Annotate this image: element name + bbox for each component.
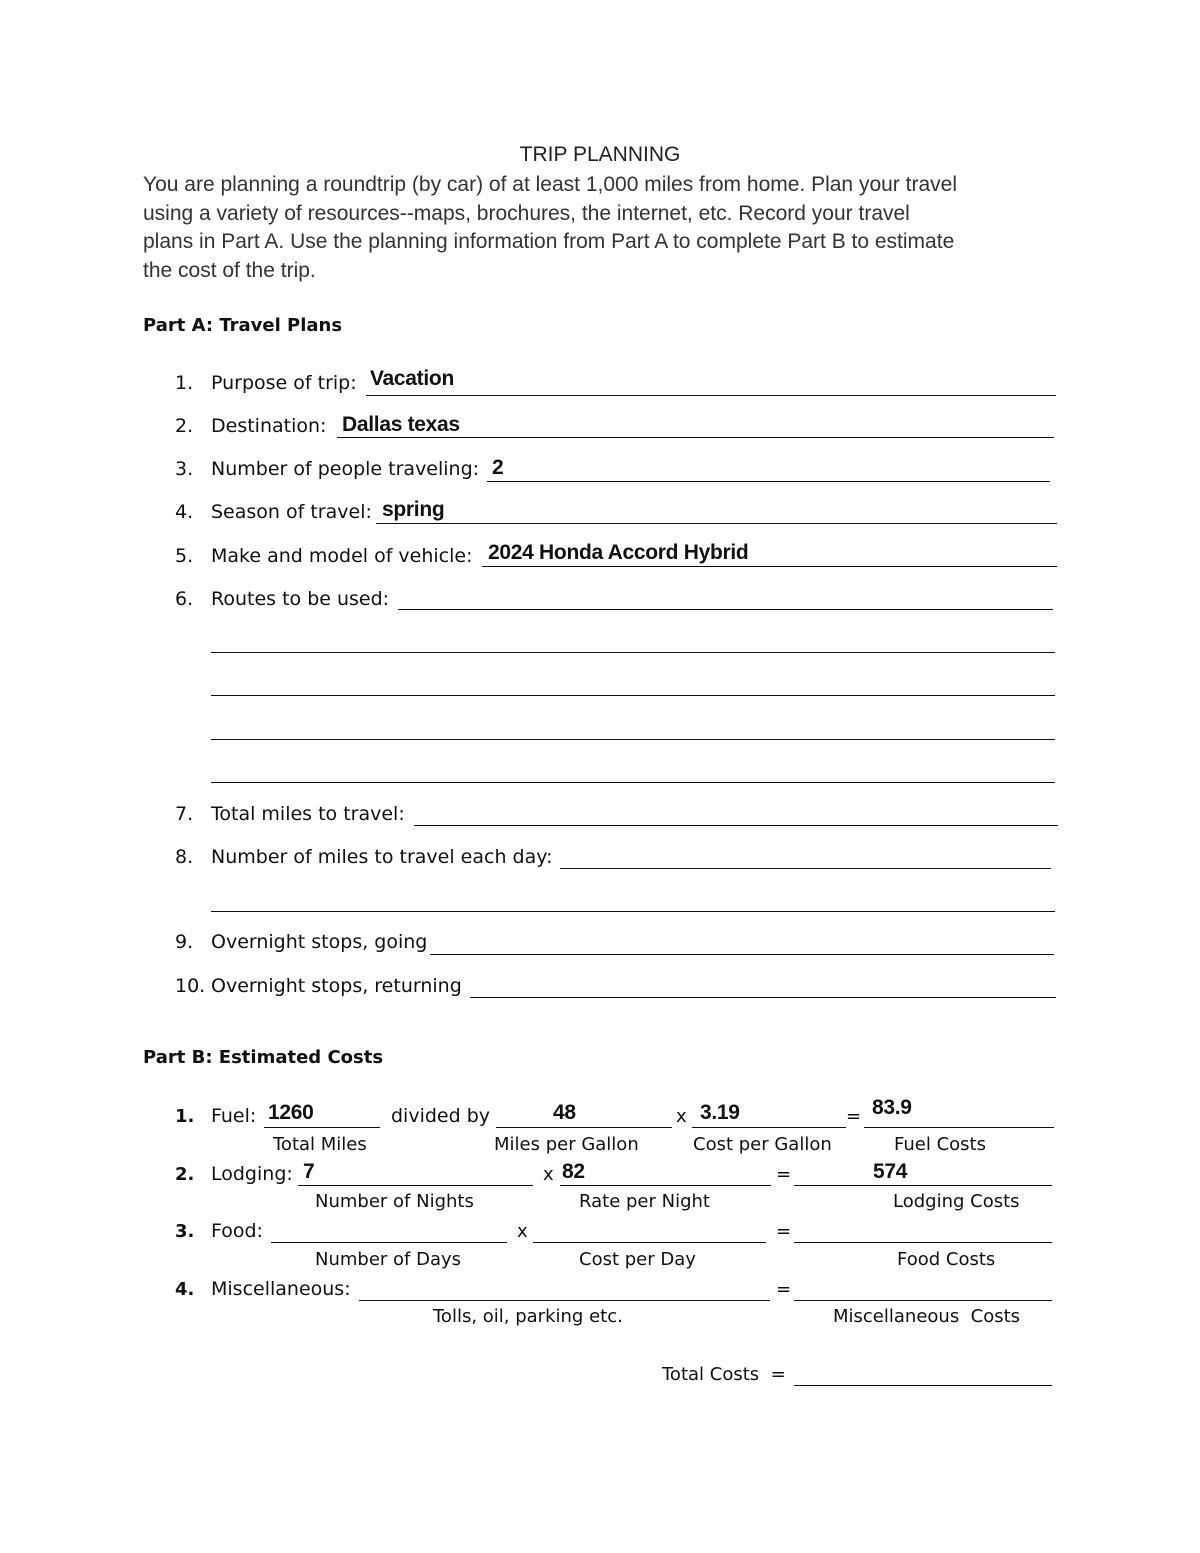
- caption-cost-per-gallon: Cost per Gallon: [693, 1134, 832, 1155]
- total-miles-label: Total miles to travel:: [211, 803, 405, 825]
- misc-line[interactable]: [359, 1300, 770, 1301]
- food-label: Food:: [211, 1220, 263, 1242]
- food-days-line[interactable]: [271, 1242, 507, 1243]
- fuel-number: 1.: [175, 1106, 195, 1127]
- season-value[interactable]: spring: [382, 498, 445, 521]
- times-operator: x: [676, 1106, 687, 1127]
- misc-label: Miscellaneous:: [211, 1278, 351, 1300]
- purpose-value[interactable]: Vacation: [370, 367, 454, 390]
- equals-operator: =: [776, 1221, 792, 1242]
- item-number: 2.: [175, 415, 194, 437]
- purpose-label: Purpose of trip:: [211, 372, 357, 394]
- destination-value[interactable]: Dallas texas: [342, 413, 460, 436]
- fuel-costs-line[interactable]: [864, 1127, 1054, 1128]
- item-number: 9.: [175, 931, 194, 953]
- routes-extra-line[interactable]: [211, 695, 1055, 696]
- item-number: 1.: [175, 372, 194, 394]
- vehicle-value[interactable]: 2024 Honda Accord Hybrid: [488, 541, 749, 564]
- lodging-nights-line[interactable]: [298, 1185, 533, 1186]
- lodging-nights-value[interactable]: 7: [303, 1160, 315, 1183]
- total-miles-line[interactable]: [414, 825, 1058, 826]
- caption-lodging-costs: Lodging Costs: [893, 1191, 1020, 1212]
- lodging-costs-line[interactable]: [794, 1185, 1052, 1186]
- stops-returning-label: Overnight stops, returning: [211, 975, 462, 997]
- caption-number-of-nights: Number of Nights: [315, 1191, 474, 1212]
- miles-per-day-line[interactable]: [560, 868, 1051, 869]
- caption-tolls-oil-parking: Tolls, oil, parking etc.: [433, 1306, 623, 1327]
- equals-operator: =: [776, 1164, 792, 1185]
- season-line[interactable]: [376, 523, 1057, 524]
- part-a-heading: Part A: Travel Plans: [143, 315, 343, 336]
- caption-misc-costs: Miscellaneous Costs: [833, 1306, 1021, 1327]
- intro-paragraph: You are planning a roundtrip (by car) of at least 1,000 miles from home. Plan your travel using a variety of resources--maps, brochures, the internet, etc. Record your travel plans in Part A. Use the planning information from Part A to complete Part B to estimate the cost of the trip.: [143, 173, 957, 282]
- part-b-heading: Part B: Estimated Costs: [143, 1047, 384, 1068]
- times-operator: x: [517, 1221, 528, 1242]
- lodging-rate-line[interactable]: [560, 1185, 771, 1186]
- fuel-total-miles-line[interactable]: [264, 1127, 380, 1128]
- routes-line[interactable]: [398, 609, 1053, 610]
- caption-miles-per-gallon: Miles per Gallon: [494, 1134, 639, 1155]
- people-line[interactable]: [487, 481, 1050, 482]
- misc-costs-line[interactable]: [794, 1300, 1052, 1301]
- lodging-rate-value[interactable]: 82: [562, 1160, 585, 1183]
- item-number: 3.: [175, 458, 194, 480]
- stops-going-label: Overnight stops, going: [211, 931, 428, 953]
- equals-operator: =: [776, 1279, 792, 1300]
- equals-operator: =: [846, 1106, 862, 1127]
- caption-number-of-days: Number of Days: [315, 1249, 462, 1270]
- routes-label: Routes to be used:: [211, 588, 390, 610]
- fuel-mpg-line[interactable]: [496, 1127, 672, 1128]
- fuel-cost-per-gallon-value[interactable]: 3.19: [700, 1101, 740, 1124]
- caption-fuel-costs: Fuel Costs: [894, 1134, 986, 1155]
- total-costs-line[interactable]: [794, 1385, 1052, 1386]
- item-number: 7.: [175, 803, 194, 825]
- caption-cost-per-day: Cost per Day: [579, 1249, 696, 1270]
- stops-returning-line[interactable]: [470, 997, 1056, 998]
- food-cost-per-day-line[interactable]: [533, 1242, 766, 1243]
- total-costs-label: Total Costs =: [662, 1364, 786, 1385]
- misc-number: 4.: [175, 1279, 195, 1300]
- people-label: Number of people traveling:: [211, 458, 480, 480]
- miles-per-day-extra-line[interactable]: [211, 911, 1055, 912]
- routes-extra-line[interactable]: [211, 782, 1055, 783]
- item-number: 8.: [175, 846, 194, 868]
- destination-label: Destination:: [211, 415, 327, 437]
- routes-extra-line[interactable]: [211, 652, 1055, 653]
- lodging-number: 2.: [175, 1164, 195, 1185]
- divided-by-text: divided by: [391, 1105, 491, 1127]
- caption-food-costs: Food Costs: [897, 1249, 996, 1270]
- caption-total-miles: Total Miles: [273, 1134, 367, 1155]
- fuel-cost-per-gallon-line[interactable]: [692, 1127, 846, 1128]
- fuel-mpg-value[interactable]: 48: [553, 1101, 576, 1124]
- fuel-label: Fuel:: [211, 1105, 257, 1127]
- purpose-line[interactable]: [366, 395, 1056, 396]
- item-number: 6.: [175, 588, 194, 610]
- vehicle-line[interactable]: [482, 566, 1057, 567]
- food-number: 3.: [175, 1221, 195, 1242]
- item-number: 10.: [175, 975, 206, 997]
- people-value[interactable]: 2: [492, 456, 504, 479]
- lodging-costs-value[interactable]: 574: [873, 1160, 908, 1183]
- fuel-total-miles-value[interactable]: 1260: [268, 1101, 314, 1124]
- page-title: TRIP PLANNING: [519, 143, 681, 166]
- routes-extra-line[interactable]: [211, 739, 1055, 740]
- stops-going-line[interactable]: [430, 954, 1054, 955]
- item-number: 5.: [175, 545, 194, 567]
- item-number: 4.: [175, 501, 194, 523]
- destination-line[interactable]: [337, 437, 1054, 438]
- miles-per-day-label: Number of miles to travel each day:: [211, 846, 553, 868]
- fuel-costs-value[interactable]: 83.9: [872, 1096, 912, 1119]
- caption-rate-per-night: Rate per Night: [579, 1191, 710, 1212]
- food-costs-line[interactable]: [794, 1242, 1052, 1243]
- vehicle-label: Make and model of vehicle:: [211, 545, 473, 567]
- lodging-label: Lodging:: [211, 1163, 293, 1185]
- times-operator: x: [543, 1164, 554, 1185]
- season-label: Season of travel:: [211, 501, 372, 523]
